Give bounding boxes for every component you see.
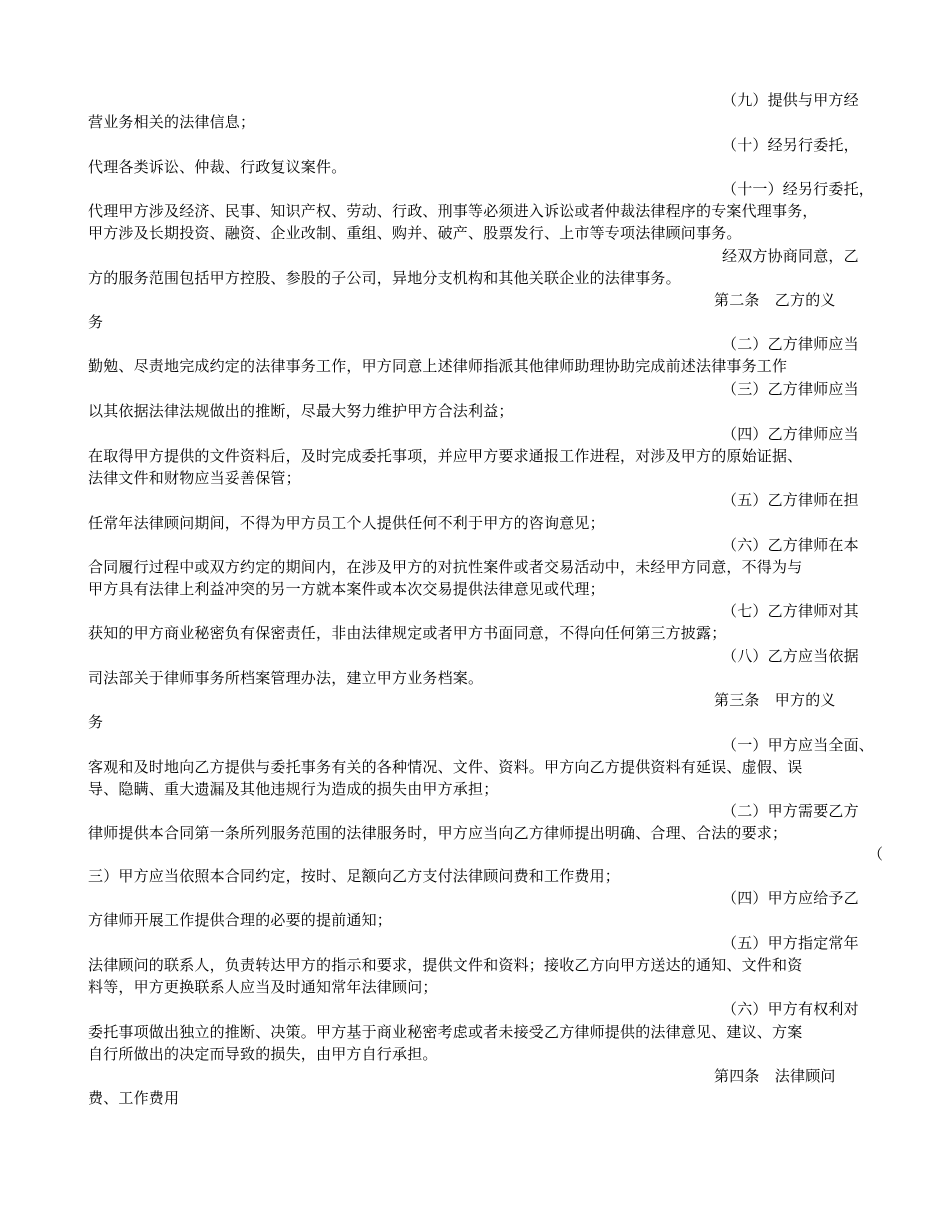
text-line: （五）甲方指定常年 [722, 934, 859, 952]
text-line: 甲方具有法律上利益冲突的另一方就本案件或本次交易提供法律意见或代理； [88, 580, 605, 598]
text-line: 三）甲方应当依照本合同约定，按时、足额向乙方支付法律顾问费和工作费用； [88, 867, 621, 885]
section-heading: 第三条 甲方的义 [714, 691, 836, 709]
text-line: 方的服务范围包括甲方控股、参股的子公司，异地分支机构和其他关联企业的法律事务。 [88, 269, 681, 287]
text-line: （十一）经另行委托， [722, 180, 875, 198]
text-line: 甲方涉及长期投资、融资、企业改制、重组、购并、破产、股票发行、上市等专项法律顾问事务。 [88, 224, 742, 242]
text-line: （十）经另行委托， [722, 136, 859, 154]
text-line: （ [868, 845, 884, 863]
text-line: 务 [88, 313, 104, 331]
section-heading: 第二条 乙方的义 [714, 291, 836, 309]
text-line: 经双方协商同意，乙 [722, 247, 859, 265]
text-line: 司法部关于律师事务所档案管理办法，建立甲方业务档案。 [88, 669, 484, 687]
text-line: 方律师开展工作提供合理的必要的提前通知； [88, 911, 393, 929]
text-line: 获知的甲方商业秘密负有保密责任，非由法律规定或者甲方书面同意，不得向任何第三方披露； [88, 624, 727, 642]
text-line: （六）乙方律师在本 [722, 536, 859, 554]
text-line: 导、隐瞒、重大遗漏及其他违规行为造成的损失由甲方承担； [88, 780, 499, 798]
text-line: （九）提供与甲方经 [722, 91, 859, 109]
text-line: （七）乙方律师对其 [722, 602, 859, 620]
text-line: （四）甲方应给予乙 [722, 889, 859, 907]
text-line: 营业务相关的法律信息； [88, 113, 256, 131]
text-line: 勤勉、尽责地完成约定的法律事务工作，甲方同意上述律师指派其他律师助理协助完成前述法律事务工作 [88, 357, 788, 375]
text-line: （一）甲方应当全面、 [722, 736, 875, 754]
text-line: 委托事项做出独立的推断、决策。甲方基于商业秘密考虑或者未接受乙方律师提供的法律意见、建议、方案 [88, 1023, 803, 1041]
text-line: 法律顾问的联系人，负责转达甲方的指示和要求，提供文件和资料；接收乙方向甲方送达的通知、文件和资 [88, 956, 803, 974]
text-line: （三）乙方律师应当 [722, 380, 859, 398]
text-line: 代理各类诉讼、仲裁、行政复议案件。 [88, 158, 347, 176]
text-line: 客观和及时地向乙方提供与委托事务有关的各种情况、文件、资料。甲方向乙方提供资料有延误、虚假、误 [88, 758, 803, 776]
text-line: 以其依据法律法规做出的推断，尽最大努力维护甲方合法利益； [88, 402, 514, 420]
text-line: 自行所做出的决定而导致的损失，由甲方自行承担。 [88, 1045, 438, 1063]
text-line: （八）乙方应当依据 [722, 647, 859, 665]
text-line: 任常年法律顾问期间，不得为甲方员工个人提供任何不利于甲方的咨询意见； [88, 514, 605, 532]
section-heading: 第四条 法律顾问 [714, 1067, 836, 1085]
text-line: 料等，甲方更换联系人应当及时通知常年法律顾问； [88, 978, 438, 996]
text-line: （五）乙方律师在担 [722, 491, 859, 509]
text-line: （二）乙方律师应当 [722, 335, 859, 353]
text-line: （二）甲方需要乙方 [722, 802, 859, 820]
text-line: 代理甲方涉及经济、民事、知识产权、劳动、行政、刑事等必须进入诉讼或者仲裁法律程序的专案代理事务， [88, 202, 818, 220]
text-line: 合同履行过程中或双方约定的期间内，在涉及甲方的对抗性案件或者交易活动中，未经甲方同意，不得为与 [88, 558, 803, 576]
text-line: （六）甲方有权利对 [722, 1000, 859, 1018]
text-line: 在取得甲方提供的文件资料后，及时完成委托事项，并应甲方要求通报工作进程，对涉及甲方的原始证据、 [88, 447, 803, 465]
text-line: 费、工作费用 [88, 1089, 180, 1107]
text-line: 法律文件和财物应当妥善保管； [88, 469, 301, 487]
text-line: 务 [88, 713, 104, 731]
text-line: （四）乙方律师应当 [722, 425, 859, 443]
text-line: 律师提供本合同第一条所列服务范围的法律服务时，甲方应当向乙方律师提出明确、合理、合法的要求； [88, 824, 788, 842]
